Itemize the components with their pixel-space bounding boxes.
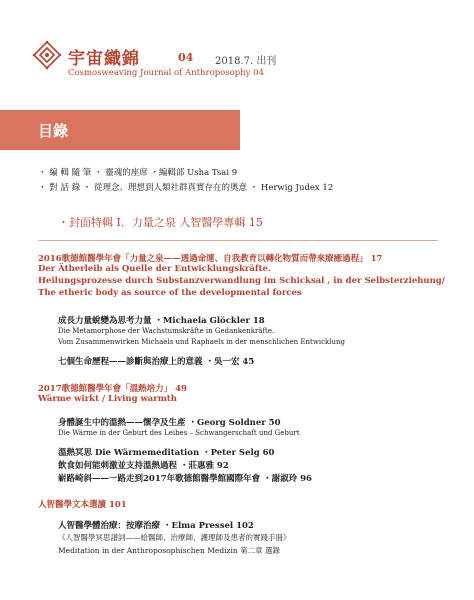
section1-subtitle-1: Der Ätherleib als Quelle der Entwicklungskräfte.	[38, 264, 271, 274]
front-item-dialogue[interactable]: ・ 對 話 錄 ・ 從理念、理想到人類社群真實存在的奧意 ・ Herwig Judex 12	[38, 183, 334, 193]
divider	[38, 240, 438, 241]
journal-subtitle: Cosmosweaving Journal of Anthroposophy 04	[68, 68, 264, 78]
journal-title: 宇宙織錦	[68, 49, 140, 69]
feature-heading[interactable]: ・封面特輯 I．力量之泉 人智醫學專輯 15	[58, 216, 263, 229]
article-subtitle: Die Metamorphose der Wachstumskräfte in Gedankenkräfte.	[58, 327, 275, 335]
article-title[interactable]: 嶄路崎斜——一路走到2017年歌德館醫學館國際年會 ・謝淑玲 96	[58, 474, 312, 484]
article-subtitle: Meditation in der Anthroposophischen Medizin 第二章 選錄	[58, 546, 280, 555]
article-subtitle: Die Wärme in der Geburt des Leibes – Schwangerschaft und Geburt	[58, 429, 300, 437]
article-title[interactable]: 飲食如何能刺激並支持溫熱過程 ・莊惠雅 92	[58, 461, 229, 471]
toc-heading: 目錄	[38, 122, 69, 140]
diamond-logo-icon	[32, 40, 62, 70]
article-title[interactable]: 溫熱冥思 Die Wärmemeditation ・Peter Selg 60	[58, 448, 275, 458]
article-title[interactable]: 七個生命歷程——診斷與治療上的意義 ・吳一宏 45	[58, 357, 255, 367]
article-title[interactable]: 人智醫學體治療：按摩治療 ・Elma Pressel 102	[58, 521, 254, 531]
front-item-editorial[interactable]: ・ 編 輯 隨 筆 ・ 靈魂的座席 ・編輯部 Usha Tsai 9	[38, 168, 238, 178]
issue-number: 04	[178, 51, 194, 64]
section2-heading[interactable]: 2017歌德館醫學年會「溫熱培力」 49	[38, 384, 187, 394]
section1-heading[interactable]: 2016歌德館醫學年會「力量之泉——透過命運、自我教育以轉化物質而帶來療癒過程」 17	[38, 254, 383, 264]
article-title[interactable]: 成長力量蛻變為思考力量 ・Michaela Glöckler 18	[58, 316, 265, 326]
article-subtitle: 《人智醫學冥思譜詞——給醫師、治療師、護理師及患者的實踐手冊》	[58, 533, 291, 542]
publish-date: 2018.7. 出刊	[215, 56, 277, 67]
section1-subtitle-3: The etheric body as source of the developmental forces	[38, 288, 302, 298]
section3-heading[interactable]: 人智醫學文本選讀 101	[38, 500, 127, 510]
section1-subtitle-2: Heilungsprozesse durch Substanzverwandlung im Schicksal , in der Selbsterziehung/	[38, 276, 445, 286]
section2-subtitle: Wärme wirkt / Living warmth	[38, 394, 177, 404]
article-subtitle: Vom Zusammenwirken Michaels und Raphaels in der menschlichen Entwicklung	[58, 338, 345, 346]
article-title[interactable]: 身體誕生中的溫熱——懷孕及生產 ・Georg Soldner 50	[58, 418, 281, 428]
toc-banner	[0, 110, 240, 150]
